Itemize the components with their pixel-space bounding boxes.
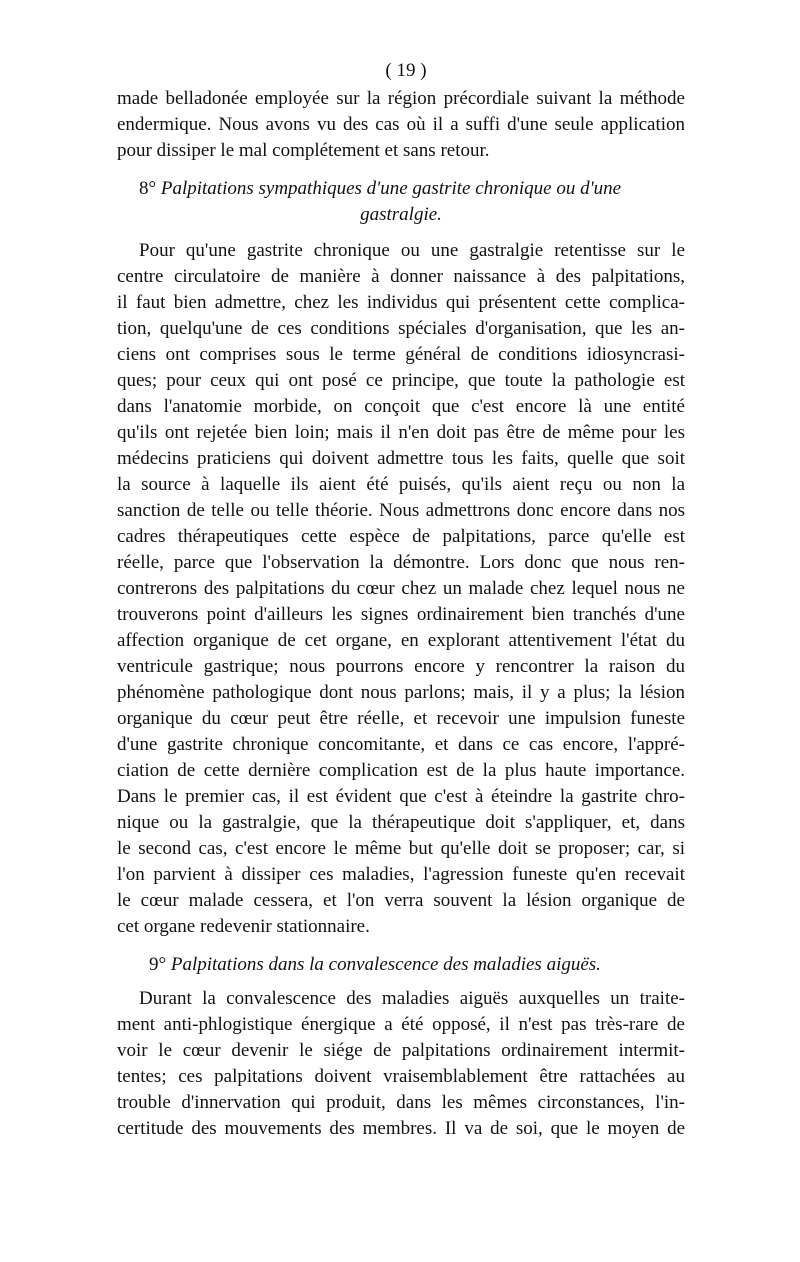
- text-line: Dans le premier cas, il est évident que c'est à éteindre la gastrite chro-: [117, 786, 685, 807]
- text-line: trouverons point d'ailleurs les signes ordinairement bien tranchés d'une: [117, 604, 685, 625]
- text-line: cet organe redevenir stationnaire.: [117, 916, 370, 937]
- section-number: 8°: [139, 178, 157, 199]
- text-line: médecins praticiens qui doivent admettre tous les faits, quelle que soit: [117, 448, 685, 469]
- text-line: Pour qu'une gastrite chronique ou une gastralgie retentisse sur le: [139, 240, 685, 261]
- book-page: [117, 58, 685, 1142]
- text-line: qu'ils ont rejetée bien loin; mais il n'en doit pas être de même pour les: [117, 422, 685, 443]
- section-9-paragraph: [117, 986, 685, 1142]
- text-line: le cœur malade cessera, et l'on verra souvent la lésion organique de: [117, 890, 685, 911]
- text-line: tion, quelqu'une de ces conditions spéciales d'organisation, que les an-: [117, 318, 685, 339]
- text-line: sanction de telle ou telle théorie. Nous admettrons donc encore dans nos: [117, 500, 685, 521]
- intro-paragraph: [117, 86, 685, 164]
- text-line: il faut bien admettre, chez les individus qui présentent cette complica-: [117, 292, 685, 313]
- text-line: endermique. Nous avons vu des cas où il a suffi d'une seule application: [117, 114, 685, 135]
- section-8-heading: [117, 176, 685, 228]
- text-line: nique ou la gastralgie, que la thérapeutique doit s'appliquer, et, dans: [117, 812, 685, 833]
- text-line: pour dissiper le mal complétement et sans retour.: [117, 140, 490, 161]
- text-line: dans l'anatomie morbide, on conçoit que c'est encore là une entité: [117, 396, 685, 417]
- text-line: d'une gastrite chronique concomitante, et dans ce cas encore, l'appré-: [117, 734, 685, 755]
- text-line: ciens ont comprises sous le terme général de conditions idiosyncrasi-: [117, 344, 685, 365]
- section-8-paragraph: [117, 238, 685, 940]
- text-line: ventricule gastrique; nous pourrons encore y rencontrer la raison du: [117, 656, 685, 677]
- text-line: Durant la convalescence des maladies aiguës auxquelles un traite-: [139, 988, 685, 1009]
- text-line: trouble d'innervation qui produit, dans les mêmes circonstances, l'in-: [117, 1092, 685, 1113]
- text-line: ment anti-phlogistique énergique a été opposé, il n'est pas très-rare de: [117, 1014, 685, 1035]
- text-line: affection organique de cet organe, en explorant attentivement l'état du: [117, 630, 685, 651]
- text-line: centre circulatoire de manière à donner naissance à des palpitations,: [117, 266, 685, 287]
- text-line: le second cas, c'est encore le même but qu'elle doit se proposer; car, si: [117, 838, 685, 859]
- section-title-continued: gastralgie.: [360, 204, 442, 225]
- text-line: contrerons des palpitations du cœur chez un malade chez lequel nous ne: [117, 578, 685, 599]
- text-line: la source à laquelle ils aient été puisés, qu'ils aient reçu ou non la: [117, 474, 685, 495]
- text-line: phénomène pathologique dont nous parlons; mais, il y a plus; la lésion: [117, 682, 685, 703]
- text-line: voir le cœur devenir le siége de palpitations ordinairement intermit-: [117, 1040, 685, 1061]
- section-9-heading: [117, 952, 685, 978]
- section-number: 9°: [149, 954, 167, 975]
- text-line: made belladonée employée sur la région précordiale suivant la méthode: [117, 88, 685, 109]
- text-line: tentes; ces palpitations doivent vraisemblablement être rattachées au: [117, 1066, 685, 1087]
- text-line: cadres thérapeutiques cette espèce de palpitations, parce qu'elle est: [117, 526, 685, 547]
- text-line: organique du cœur peut être réelle, et recevoir une impulsion funeste: [117, 708, 685, 729]
- section-title: Palpitations sympathiques d'une gastrite chronique ou d'une: [160, 178, 622, 199]
- text-line: certitude des mouvements des membres. Il va de soi, que le moyen de: [117, 1118, 685, 1139]
- text-line: ques; pour ceux qui ont posé ce principe, que toute la pathologie est: [117, 370, 685, 391]
- text-line: l'on parvient à dissiper ces maladies, l'agression funeste qu'en recevait: [117, 864, 685, 885]
- text-line: ciation de cette dernière complication est de la plus haute importance.: [117, 760, 685, 781]
- page-number: ( 19 ): [385, 60, 427, 81]
- text-line: réelle, parce que l'observation la démontre. Lors donc que nous ren-: [117, 552, 685, 573]
- section-title: Palpitations dans la convalescence des maladies aiguës.: [170, 954, 601, 975]
